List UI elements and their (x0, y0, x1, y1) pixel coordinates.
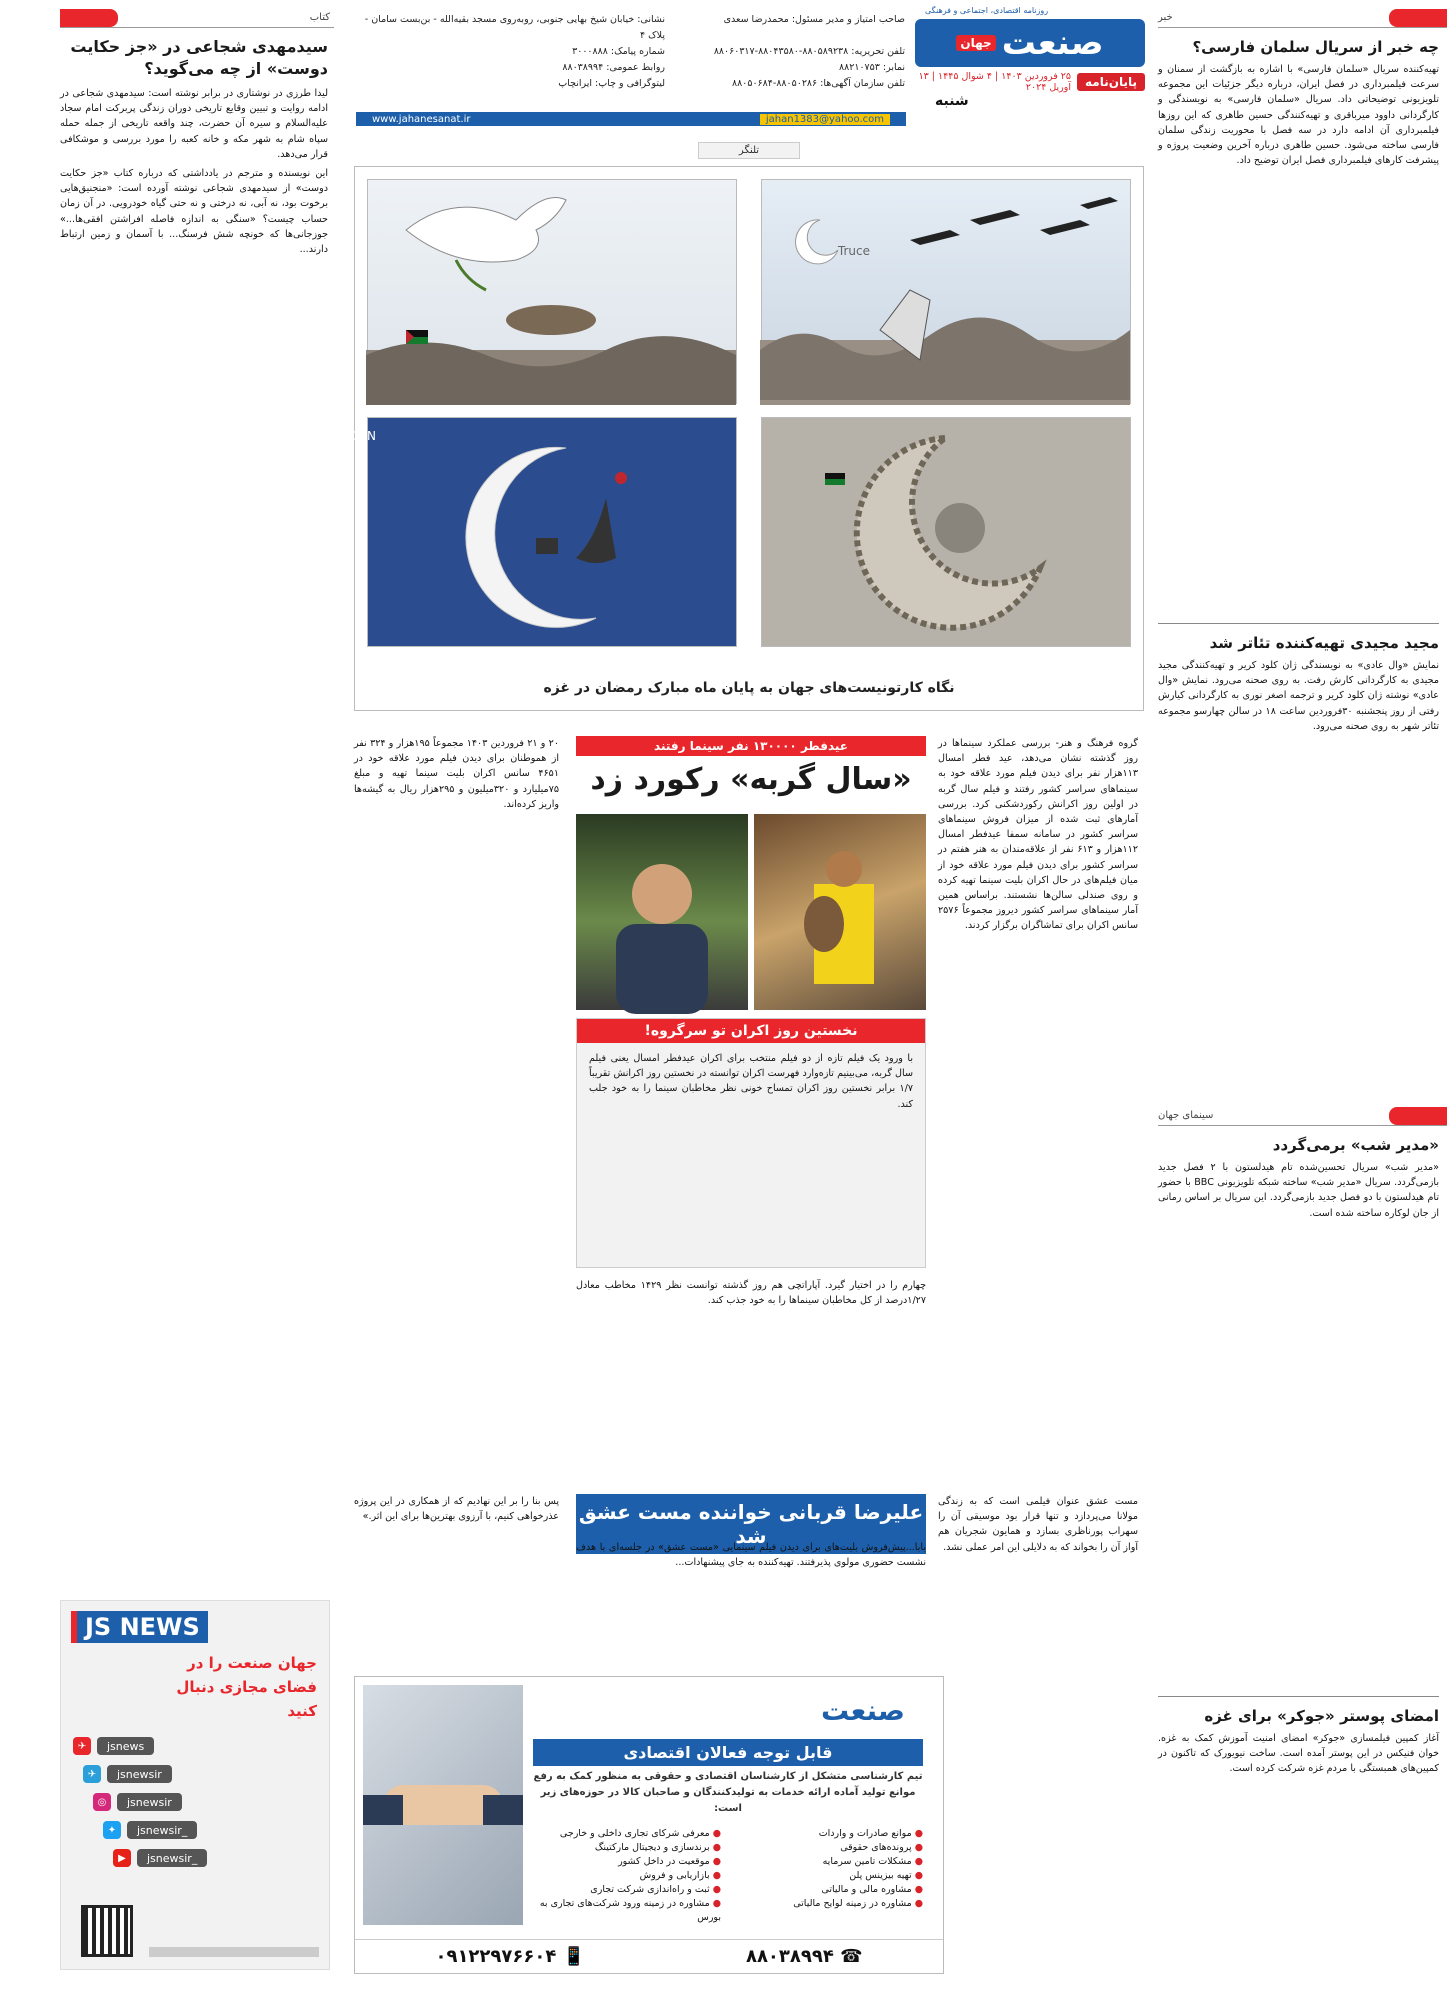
day-label: شنبه (935, 93, 969, 109)
music-article (354, 1488, 1144, 1668)
logo-prefix: جهان (956, 35, 995, 51)
cartoon-section (313, 140, 1144, 710)
cinema-col-left: ۲۰ و ۲۱ فروردین ۱۴۰۳ مجموعاً ۱۹۵هزار و ۳۲۴ نفر از هموطنان برای دیدن فیلم مورد علاقه خود در ۴۶۵۱ سانس اکران بلیت سینما تهیه و مبلغ ۷۵میلیارد و ۳۲۰میلیون و ۲۹۵هزار ریال به گیشه‌ها واریز کرده‌اند. (354, 738, 559, 810)
right-article-title-1: چه خبر از سریال سلمان فارسی؟ (1192, 38, 1439, 56)
skulls-illustration (760, 418, 1130, 648)
social-handle[interactable]: jsnewsir (107, 1765, 172, 1783)
social-handle[interactable]: jsnews (97, 1737, 154, 1755)
brand-ribbon: پایان‌نامه (1077, 73, 1145, 91)
cartoon-dove (367, 179, 737, 404)
ad-logo-text: صنعت (821, 1693, 905, 1727)
owner-line: صاحب امتیاز و مدیر مسئول: محمدرضا سعدی (723, 14, 905, 25)
right-section-bar (1158, 8, 1447, 28)
cat-actor-photo-graphic (754, 814, 926, 1010)
cartoon-box (313, 166, 1144, 711)
telegram-icon: ✈ (73, 1737, 91, 1755)
cartoon-caption: نگاه کارتونیست‌های جهان به پایان ماه مبارک رمضان در غزه (543, 680, 955, 696)
instagram-icon: ◎ (93, 1793, 111, 1811)
ad-list-item: ● پرونده‌های حقوقی (735, 1841, 923, 1855)
ad-photo (363, 1685, 523, 1925)
ads-tel: تلفن سازمان آگهی‌ها: ۸۸۰۵۰۲۸۶-۸۸۰۵۰۶۸۴ (732, 78, 905, 89)
ad-list (533, 1827, 923, 1925)
jsnews-slogan: جهان صنعت را در فضای مجازی دنبال کنید (176, 1654, 317, 1720)
eid-label: EID MOON (313, 429, 376, 443)
box-text: با ورود یک فیلم تازه از دو فیلم منتخب برای اکران عیدفطر امسال یعنی فیلم سال گربه، می‌بینیم تازه‌وارد فهرست اکران توانسته در نخستین روز اکرانش تقریباً ۱/۷ برابر نخستین روز اکران تمساح خونی نظر مخاطبان سینما را به خود جلب کند. (589, 1053, 913, 1110)
cartoon-eid-moon (313, 417, 737, 647)
photo-cat-actor (754, 814, 926, 1010)
social-row[interactable] (73, 1791, 289, 1813)
ad-phone-value: ۰۹۱۲۲۹۷۶۶۰۴ (435, 1946, 557, 1967)
ad-list-item: ● موقعیت در داخل کشور (533, 1855, 721, 1869)
date-line: ۲۵ فروردین ۱۴۰۳ | ۴ شوال ۱۴۴۵ | ۱۳ آوریل ۲۰۲۴ (918, 71, 1072, 93)
cartoon-skulls (761, 417, 1131, 647)
cinema-title: «سال گربه» رکورد زد (590, 762, 912, 797)
social-row[interactable] (73, 1847, 289, 1869)
twitter-icon: ✦ (103, 1821, 121, 1839)
ad-logo (803, 1685, 923, 1735)
cinema-article (354, 722, 1144, 1484)
right-article-title-3: «مدیر شب» برمی‌گردد (1272, 1136, 1439, 1154)
paragraph: لیدا طرزی در نوشتاری در برابر نوشته است: سیدمهدی شجاعی در ادامه روایت و تبیین وقایع تاریخی دوران زندگی پربرکت امام سجاد علیه‌السلام و سیره آن حضرت، چند واقعه تاریخی از جمله حمله سپاه شام به شهر مکه و خانه کعبه را مورد بررسی و موشکافی قرار می‌دهد. (60, 88, 328, 160)
website-link[interactable]: www.jahanesanat.ir (372, 113, 471, 125)
social-row[interactable] (73, 1735, 289, 1757)
right-article-body-2: نمایش «وال عادی» به نویسندگی ژان کلود کریر و تهیه‌کنندگی مجید مجیدی به کارگردانی کارش رفت. به روی صحنه می‌رود. نمایش «وال عادی» نوشته ژان کلود کریر و ترجمه اصغر نوری به کارگردانی کیارش رفتی از روز پنجشنبه ۳۰فروردین ساعت ۱۸ در سالن چهارسو مجموعه تئاتر شهر به روی صحنه می‌رود. (1158, 660, 1439, 732)
cinema-photos (576, 814, 926, 1014)
tagline: روزنامه اقتصادی، اجتماعی و فرهنگی (925, 6, 1049, 15)
ad-list-item: ● مشاوره در زمینه ورود شرکت‌های تجاری به بورس (533, 1897, 721, 1925)
masthead-info (355, 12, 905, 92)
pr-line: روابط عمومی: ۸۸۰۳۸۹۹۴ (562, 62, 665, 73)
truce-illustration (760, 180, 1130, 405)
logo-text: صنعت (1001, 23, 1104, 63)
cinema-box (576, 1018, 926, 1268)
section-label: سینمای جهان (1158, 1110, 1214, 1121)
eid-moon-illustration (313, 418, 736, 648)
actor-portrait-graphic (576, 814, 748, 1010)
music-col-left: پس بنا را بر این نهادیم که از همکاری در این پروژه عذرخواهی کنیم، با آرزوی بهترین‌ها برای این اثر.» (354, 1496, 559, 1523)
ad-phone-2[interactable] (435, 1946, 585, 1967)
ad-phone-1[interactable] (746, 1946, 863, 1967)
cinema-col-right: گروه فرهنگ و هنر- بررسی عملکرد سینماها در روز گذشته نشان می‌دهد، عید فطر امسال ۱۱۳هزار نفر برای دیدن فیلم مورد علاقه خود به سینماهای سراسر کشور رفتند و فیلم سال گربه در اولین روز اکرانش رکوردشکنی کرد. بررسی آمارهای ثبت شده از میزان فروش سینماهای سراسر کشور در سامانه سمفا عیدفطر امسال ۱۱۲هزار و ۶۱۳ نفر از علاقه‌مندان به هنر هفتم در سراسر کشور برای دیدن فیلم مورد علاقه خود از میان فیلم‌های در حال اکران بلیت سینما تهیه کرده و روی صندلی سالن‌ها نشستند. براساس همین آمار سینماهای سراسر کشور دیروز مجموعاً ۲۵۷۶ سانس اکران برای تماشاگران برگزار کردند. (938, 738, 1138, 932)
masthead-logo-block (915, 6, 1145, 126)
cinema-col-middle: چهارم را در اختیار گیرد. آپاراتچی هم روز گذشته توانست نظر ۱۴۲۹ مخاطب معادل ۱/۲۷درصد از کل مخاطبان سینماها را به خود جذب کند. (576, 1280, 926, 1307)
divider (1158, 1696, 1439, 1697)
ad-list-item: ● معرفی شرکای تجاری داخلی و خارجی (533, 1827, 721, 1841)
right-article-body-1: تهیه‌کننده سریال «سلمان فارسی» با اشاره به بازگشت از سمنان و سرعت فیلمبرداری در فصل ایران، درباره دیگر جزئیات این مجموعه تلویزیونی توضیحاتی داد. سریال «سلمان فارسی» به نویسندگی و کارگردانی داوود میرباقری و تهیه‌کنندگی حسین طاهری که این روزها فیلمبرداری آن ادامه دارد در سه فصل با محوریت زندگی سلمان فارسی ساخته می‌شود. حسین طاهری درباره آخرین وضعیت پروژه و پیشرفت کارهای فیلمبرداری فصل ایران توضیح داد. (1158, 64, 1439, 167)
ad-list-item: ● تهیه بیزینس پلن (735, 1869, 923, 1883)
cinema-kicker: عیدفطر ۱۳۰۰۰۰ نفر سینما رفتند (576, 736, 926, 756)
ad-list-item: ● مشاوره مالی و مالیاتی (735, 1883, 923, 1897)
email-link[interactable]: jahan1383@yahoo.com (760, 114, 890, 125)
section-label: کتاب (309, 12, 330, 23)
fax-line: نمابر: ۸۸۲۱۰۷۵۳ (839, 62, 905, 73)
telegram-icon: ✈ (83, 1765, 101, 1783)
right-column (1150, 0, 1447, 1979)
social-list (61, 1729, 329, 1869)
section-ribbon: تلنگر (698, 142, 800, 159)
divider (1158, 623, 1439, 624)
social-row[interactable] (73, 1763, 289, 1785)
skyline-graphic (149, 1927, 319, 1957)
right-article-body-4: آغاز کمپین فیلمسازی «جوکر» امضای امنیت آموزش کمک به غزه. خوان فنیکس در این پوستر آمده است. ساخت نیویورک که تاکنون در کمپین‌های همبستگی با مردم غزه شرکت کرده است. (1158, 1733, 1439, 1775)
ad-list-item: ● ثبت و راه‌اندازی شرکت تجاری (533, 1883, 721, 1897)
address-line: نشانی: خیابان شیخ بهایی جنوبی، روبه‌روی مسجد بقیه‌الله - بن‌بست سامان - پلاک ۴ (364, 14, 665, 41)
contact-bar (356, 112, 906, 126)
sms-line: شماره پیامک: ۳۰۰۰۸۸۸ (572, 46, 665, 57)
truce-label: Truce (837, 244, 870, 258)
social-row[interactable] (73, 1819, 289, 1841)
mobile-icon: 📱 (556, 1946, 586, 1967)
section-ribbon (60, 9, 118, 27)
music-title: علیرضا قربانی خواننده مست عشق شد (576, 1494, 926, 1554)
right-article-title-4: امضای پوستر «جوکر» برای غزه (1204, 1707, 1439, 1725)
social-handle[interactable]: jsnewsir_ (137, 1849, 207, 1867)
jsnews-box (60, 1600, 330, 1970)
ad-list-item: ● بازاریابی و فروش (533, 1869, 721, 1883)
phone-icon: ☎ (833, 1946, 863, 1967)
left-article-title: سیدمهدی شجاعی در «جز حکایت دوست» از چه می‌گوید؟ (70, 37, 328, 78)
box-title: نخستین روز اکران تو سرگروه! (577, 1019, 925, 1043)
ad-list-item: ● مشکلات تامین سرمایه (735, 1855, 923, 1869)
youtube-icon: ▶ (113, 1849, 131, 1867)
ad-title: قابل توجه فعالان اقتصادی (533, 1739, 923, 1766)
cartoon-section-bar (354, 140, 1144, 160)
jsnews-logo (71, 1609, 319, 1645)
right-section-bar-2 (1158, 1106, 1447, 1126)
masthead (350, 0, 1145, 135)
right-article-title-2: مجید مجیدی تهیه‌کننده تئاتر شد (1209, 634, 1439, 652)
dove-illustration (366, 180, 736, 405)
music-col-right: مست عشق عنوان فیلمی است که به زندگی مولانا می‌پردازد و تنها قرار بود موسیقی آن را سهراب پورناظری بسازد و همایون شجریان هم آواز آن را بخواند که به دلایلی این امر عملی نشد. (938, 1496, 1138, 1553)
qr-code-icon (81, 1905, 133, 1957)
social-handle[interactable]: jsnewsir_ (127, 1821, 197, 1839)
right-article-body-3: «مدیر شب» سریال تحسین‌شده تام هیدلستون با ۲ فصل جدید بازمی‌گردد. سریال «مدیر شب» ساخته شبکه تلویزیونی BBC با حضور تام هیدلستون با دو فصل جدید بازمی‌گردد. این سریال بر اساس رمانی از جان لوکاره ساخته شده است. (1158, 1162, 1439, 1219)
ad-phone-value: ۸۸۰۳۸۹۹۴ (745, 1946, 834, 1967)
paragraph: این نویسنده و مترجم در یادداشتی که درباره کتاب «جز حکایت دوست» از سیدمهدی شجاعی نوشته آورده است: «منجنیق‌هایی برخوت بود، نه آبی، نه درختی و نه حتی گیاه خودرویی. در آن زمان حساب چیست؟ «سنگی به اندازه فاصله افراشتن افقی‌ها...» جوزجانی‌ها که خونچه شش فرسنگ... با آسمان و زمین ارتباط دارند... (60, 168, 328, 256)
jsnews-logo-text: JS NEWS (71, 1611, 208, 1643)
ad-box (354, 1676, 944, 1974)
section-ribbon (1389, 1107, 1447, 1125)
photo-actor-portrait (576, 814, 748, 1010)
cartoon-truce (761, 179, 1131, 404)
ad-text: تیم کارشناسی متشکل از کارشناسان اقتصادی و حقوقی به منظور کمک به رفع موانع تولید آماده ارائه خدمات به تولیدکنندگان و صاحبان کالا در حوزه‌های زیر است: (533, 1771, 923, 1814)
ad-phones (355, 1939, 943, 1973)
left-column (0, 0, 338, 1979)
left-article-body (0, 86, 338, 1386)
logo (915, 19, 1145, 67)
ad-list-item: ● موانع صادرات و واردات (735, 1827, 923, 1841)
social-handle[interactable]: jsnewsir (117, 1793, 182, 1811)
editorial-tel: تلفن تحریریه: ۸۸۰۵۸۹۲۳۸-۸۸۰۴۳۵۸۰-۸۸۰۶۰۳۱۷ (713, 46, 905, 57)
handshake-graphic (363, 1685, 523, 1925)
left-section-bar (60, 8, 334, 28)
section-ribbon (1389, 9, 1447, 27)
section-label: خبر (1158, 12, 1173, 23)
ad-list-item: ● مشاوره در زمینه لوایح مالیاتی (735, 1897, 923, 1925)
ad-list-item: ● برندسازی و دیجیتال مارکتینگ (533, 1841, 721, 1855)
music-col-middle: بابا...پیش‌فروش بلیت‌های برای دیدن فیلم سینمایی «مست عشق» در جلسه‌ای با هدف نشست حضوری مولوی پذیرفتند. تهیه‌کننده به جای پیشنهادات... (576, 1542, 926, 1569)
print-line: لیتوگرافی و چاپ: ایرانچاپ (558, 78, 665, 89)
